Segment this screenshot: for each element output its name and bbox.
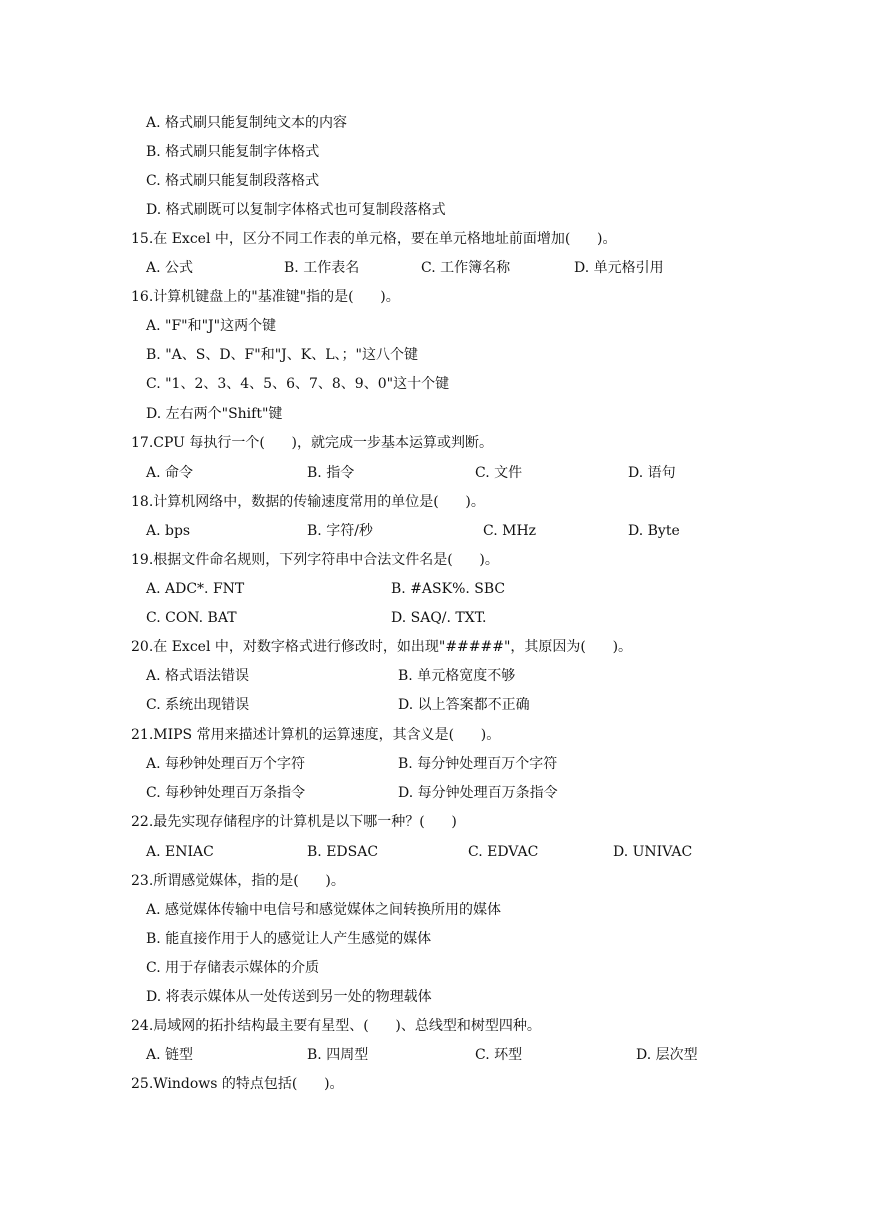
q24-option-d: D. 层次型 <box>636 1047 698 1063</box>
q21-option-c: C. 每秒钟处理百万条指令 <box>146 785 306 801</box>
q16-question: 16.计算机键盘上的"基准键"指的是( )。 <box>131 289 400 305</box>
q19-option-c: C. CON. BAT <box>146 610 237 626</box>
q23-option-c: C. 用于存储表示媒体的介质 <box>146 960 320 976</box>
q20-option-b: B. 单元格宽度不够 <box>398 668 516 684</box>
q18-question: 18.计算机网络中，数据的传输速度常用的单位是( )。 <box>131 494 485 510</box>
q18-option-a: A. bps <box>146 523 191 539</box>
q14-option-a: A. 格式刷只能复制纯文本的内容 <box>146 115 348 131</box>
q14-option-d: D. 格式刷既可以复制字体格式也可复制段落格式 <box>146 202 446 218</box>
q16-option-a: A. "F"和"J"这两个键 <box>146 318 277 334</box>
q17-option-b: B. 指令 <box>307 465 355 481</box>
q20-option-a: A. 格式语法错误 <box>146 668 250 684</box>
q19-option-b: B. #ASK%. SBC <box>391 581 506 597</box>
q20-option-d: D. 以上答案都不正确 <box>398 697 530 713</box>
q17-question: 17.CPU 每执行一个( )，就完成一步基本运算或判断。 <box>131 435 494 451</box>
q14-option-b: B. 格式刷只能复制字体格式 <box>146 144 320 160</box>
q15-option-d: D. 单元格引用 <box>574 260 664 276</box>
q17-option-a: A. 命令 <box>146 465 194 481</box>
q21-option-d: D. 每分钟处理百万条指令 <box>398 785 558 801</box>
q16-option-b: B. "A、S、D、F"和"J、K、L、；"这八个键 <box>146 347 418 363</box>
q19-question: 19.根据文件命名规则，下列字符串中合法文件名是( )。 <box>131 552 499 568</box>
q18-option-c: C. MHz <box>483 523 537 539</box>
q21-option-b: B. 每分钟处理百万个字符 <box>398 756 558 772</box>
q16-option-d: D. 左右两个"Shift"键 <box>146 406 283 422</box>
q15-option-c: C. 工作簿名称 <box>421 260 511 276</box>
q23-option-d: D. 将表示媒体从一处传送到另一处的物理载体 <box>146 989 432 1005</box>
q16-option-c: C. "1、2、3、4、5、6、7、8、9、0"这十个键 <box>146 376 450 392</box>
q20-question: 20.在 Excel 中，对数字格式进行修改时，如出现"#####"，其原因为( )。 <box>131 639 633 655</box>
q17-option-c: C. 文件 <box>475 465 523 481</box>
q18-option-b: B. 字符/秒 <box>307 523 373 539</box>
q15-option-a: A. 公式 <box>146 260 194 276</box>
q17-option-d: D. 语句 <box>628 465 676 481</box>
q15-question: 15.在 Excel 中，区分不同工作表的单元格，要在单元格地址前面增加( )。 <box>131 231 617 247</box>
q24-option-a: A. 链型 <box>146 1047 194 1063</box>
q23-question: 23.所谓感觉媒体，指的是( )。 <box>131 873 345 889</box>
q24-question: 24.局域网的拓扑结构最主要有星型、( )、总线型和树型四种。 <box>131 1018 541 1034</box>
q23-option-a: A. 感觉媒体传输中电信号和感觉媒体之间转换所用的媒体 <box>146 902 502 918</box>
q14-option-c: C. 格式刷只能复制段落格式 <box>146 173 320 189</box>
q21-option-a: A. 每秒钟处理百万个字符 <box>146 756 306 772</box>
q22-option-a: A. ENIAC <box>146 844 214 860</box>
q20-option-c: C. 系统出现错误 <box>146 697 250 713</box>
q23-option-b: B. 能直接作用于人的感觉让人产生感觉的媒体 <box>146 931 432 947</box>
q25-question: 25.Windows 的特点包括( )。 <box>131 1076 344 1092</box>
q22-option-c: C. EDVAC <box>468 844 539 860</box>
q22-option-d: D. UNIVAC <box>613 844 693 860</box>
q24-option-c: C. 环型 <box>475 1047 523 1063</box>
q19-option-a: A. ADC*. FNT <box>146 581 245 597</box>
q22-option-b: B. EDSAC <box>307 844 379 860</box>
q22-question: 22.最先实现存储程序的计算机是以下哪一种？( ) <box>131 814 457 830</box>
q19-option-d: D. SAQ/. TXT. <box>391 610 487 626</box>
q15-option-b: B. 工作表名 <box>284 260 360 276</box>
q24-option-b: B. 四周型 <box>307 1047 369 1063</box>
q18-option-d: D. Byte <box>628 523 680 539</box>
q21-question: 21.MIPS 常用来描述计算机的运算速度，其含义是( )。 <box>131 727 501 743</box>
